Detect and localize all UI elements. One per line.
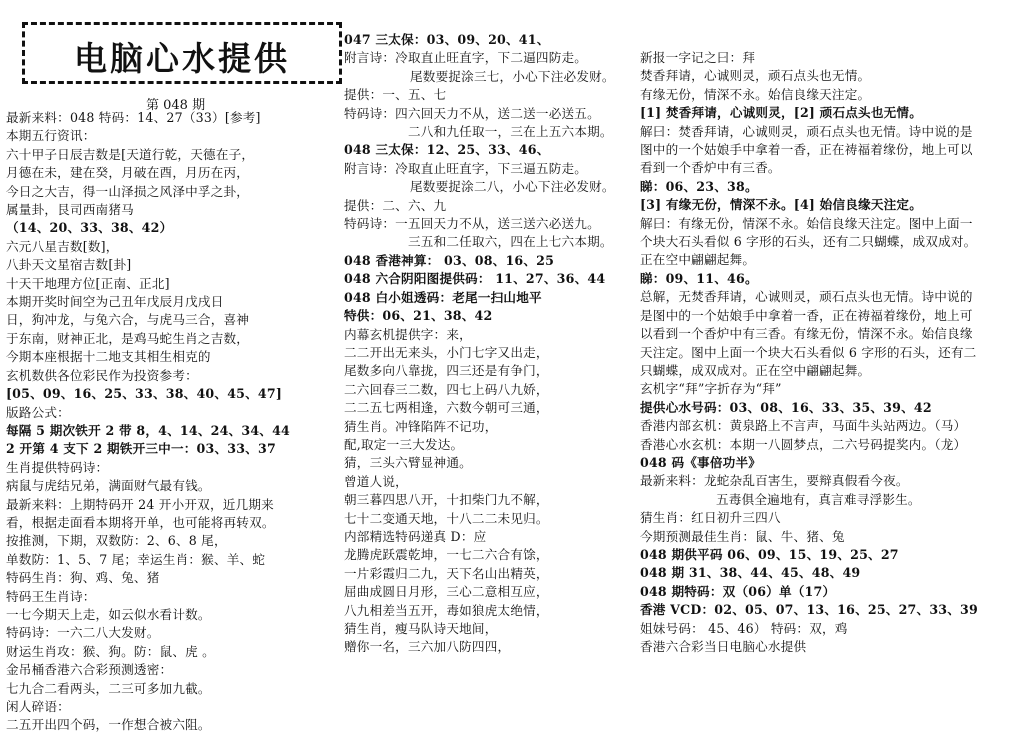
text-line: 048 六合阴阳图提供码： 11、27、36、44: [344, 271, 606, 287]
text-line: 提供：二、六、九: [344, 197, 447, 213]
text-line: 龙腾虎跃震乾坤，一七二六合有馀，: [344, 547, 549, 563]
text-line: 赠你一名，三六加八防四四，: [344, 639, 511, 655]
text-line: 尾数多向八靠拢，四三还是有争门，: [344, 363, 549, 379]
text-line: 六元八星吉数[数]，: [6, 238, 119, 254]
text-line: 属量卦，艮司西南猪马: [6, 202, 134, 218]
text-line: 本期五行资讯：: [6, 128, 96, 144]
text-line: 八九相差当五开，毒如狼虎太绝情，: [344, 602, 549, 618]
text-line: 新报一字记之曰：拜: [640, 50, 756, 65]
text-line: 二六回春三二数，四七上码八九娇，: [344, 381, 549, 397]
text-line: 二五开出四个码，一作想合被六阻。: [6, 717, 211, 733]
text-line: 一片彩霞归二九，天下名山出精英，: [344, 565, 549, 581]
title-box: [22, 22, 342, 84]
text-line: 尾数要捉涂二八，小心下注必发财。: [410, 179, 615, 195]
text-line: 焚香拜请，心诚则灵，顽石点头也无情。: [640, 68, 871, 84]
text-line: 姐妹号码： 45、46） 特码：双，鸡: [640, 620, 848, 636]
text-line: 香港内部玄机：黄泉路上不言声，马面牛头站两边。（马）: [640, 418, 967, 434]
issue-number: 第 048 期: [146, 98, 206, 113]
text-line: 特供：06、21、38、42: [344, 308, 493, 324]
text-line: 香港 VCD：02、05、07、13、16、25、27、33、39: [640, 602, 978, 618]
text-line: 金吊桶香港六合彩预测透密：: [6, 662, 173, 678]
text-line: 玄机数供各位彩民作为投资参考：: [6, 367, 198, 383]
text-line: 尾数要捉涂三七，小心下注必发财。: [410, 68, 615, 84]
text-line: 内部精选特码递真 D：应: [344, 528, 487, 544]
text-line: 八卦天文星宿吉数[卦]: [6, 257, 132, 273]
text-line: 闲人碎语：: [6, 699, 70, 714]
text-line: 天注定。图中上面一个块大石头看似 6 字形的石头，还有二: [640, 344, 977, 360]
text-line: 看，根据走面看本期将开单，也可能将再转双。: [6, 514, 275, 530]
text-line: 今期预测最佳生肖：鼠、牛、猪、兔: [640, 528, 845, 544]
text-line: 提供心水号码：03、08、16、33、35、39、42: [640, 399, 932, 415]
text-line: 048 三太保：12、25、33、46、: [344, 142, 550, 158]
text-line: 生肖提供特码诗：: [6, 459, 109, 475]
text-line: 附言诗：冷取直止旺直字，下三逼五防走。: [344, 160, 588, 176]
text-line: 按推测，下期，双数防：2、6、8 尾，: [6, 533, 227, 549]
text-line: [05、09、16、25、33、38、40、45、47]: [6, 386, 282, 402]
text-line: 猜，三头六臂显神通。: [344, 455, 472, 471]
text-line: 附言诗：冷取直止旺直字，下二逼四防走。: [344, 50, 588, 66]
text-line: 有缘无份，情深不永。始信良缘天注定。: [640, 86, 871, 102]
text-line: 五毒俱全遍地有，真言难寻浮影生。: [716, 491, 921, 507]
text-line: 一七今期天上走，如云似水看计数。: [6, 606, 211, 622]
page-title: 电脑心水提供: [74, 39, 290, 78]
text-line: 二二开出无来头，小门七字又出走，: [344, 344, 549, 360]
text-line: [1] 焚香拜请，心诚则灵，[2] 顽石点头也无情。: [640, 105, 923, 121]
text-line: 只蝴蝶，成双成对。正在空中翩翩起舞。: [640, 362, 871, 378]
column-middle: [344, 31, 637, 657]
text-line: 七九合二看两头，二三可多加九截。: [6, 680, 211, 696]
text-line: 以看到一个香炉中有三香。有缘无份，情深不永。始信良缘: [640, 326, 973, 342]
text-line: 048 白小姐透码：老尾一扫山地平: [344, 289, 542, 305]
text-line: 朝三暮四思八开，十扣柴门九不解，: [344, 492, 549, 508]
text-line: 048 码《事倍功半》: [640, 454, 762, 470]
text-line: 特码诗：一六二八大发财。: [6, 625, 160, 641]
text-line: 本期开奖时间空为己丑年戊辰月戊戌日: [6, 294, 224, 310]
text-line: 最新来料：上期特码开 24 开小开双，近几期来: [6, 496, 274, 512]
text-line: 最新来料：龙蛇杂乱百害生，要辩真假看今夜。: [640, 473, 909, 489]
text-line: 今期本座根据十二地支其相生相克的: [6, 349, 211, 365]
column-right: [640, 49, 1020, 656]
text-line: 048 期供平码 06、09、15、19、25、27: [640, 546, 899, 562]
text-line: 单数防：1、5、7 尾；幸运生肖：猴、羊、蛇: [6, 551, 266, 567]
text-line: 猜生肖：红日初升三四八: [640, 510, 781, 526]
text-line: 配,取定一三大发达。: [344, 436, 464, 452]
text-line: 玄机字“拜”字折存为“拜”: [640, 381, 782, 397]
text-line: 048 期特码：双（06）单（17）: [640, 583, 836, 599]
text-line: 解曰：焚香拜请，心诚则灵，顽石点头也无情。诗中说的是: [640, 123, 973, 139]
text-line: 香港心水玄机：本期一八圆梦点，二六号码提奖内。（龙）: [640, 436, 967, 452]
text-line: 今日之大吉，得一山泽损之风泽中孚之卦，: [6, 183, 250, 199]
text-line: 三五和二任取六，四在上七六本期。: [408, 234, 613, 250]
text-line: 屈曲成圆日月形，三心二意相互应，: [344, 584, 549, 600]
text-line: 特码王生肖诗：: [6, 588, 96, 604]
text-line: 猜生肖，瘦马队诗天地间，: [344, 621, 498, 636]
text-line: 十天干地理方位[正南、正北]: [6, 275, 170, 291]
text-line: 图中的一个姑娘手中拿着一香，正在祷福着缘份，地上可以: [640, 142, 973, 158]
text-line: 猜生肖。冲锋陷阵不记功，: [344, 418, 498, 434]
text-line: 特码生肖：狗、鸡、兔、猪: [6, 570, 160, 586]
text-line: 六十甲子日辰吉数是[天道行乾，天德在子，: [6, 146, 255, 162]
column-left: [6, 109, 334, 735]
text-line: 正在空中翩翩起舞。: [640, 252, 756, 268]
text-line: 最新来料：048 特码：14、27（33）[参考]: [6, 110, 261, 125]
text-line: 病鼠与虎结兄弟，满面财气最有钱。: [6, 478, 211, 494]
text-line: 特码诗：四六回天力不从，送二送一必送五。: [344, 105, 600, 121]
text-line: 个块大石头看似 6 字形的石头，还有二只蝴蝶，成双成对。: [640, 234, 977, 250]
text-line: 版路公式：: [6, 404, 70, 420]
text-line: 看到一个香炉中有三香。: [640, 160, 781, 176]
text-line: 睇：06、23、38。: [640, 178, 758, 194]
text-line: 曾道人说，: [344, 473, 408, 489]
text-line: 于东南，财神正北，是鸡马蛇生肖之吉数，: [6, 330, 250, 346]
text-line: 二八和九任取一，三在上五六本期。: [408, 124, 613, 140]
text-line: 048 香港神算： 03、08、16、25: [344, 252, 555, 268]
text-line: 2 开第 4 支下 2 期铁开三中一：03、33、37: [6, 441, 276, 457]
text-line: （14、20、33、38、42）: [6, 220, 173, 236]
text-line: 047 三太保：03、09、20、41、: [344, 32, 550, 47]
text-line: 七十二变通天地，十八二二未见归。: [344, 510, 549, 526]
text-line: 是图中的一个姑娘手中拿着一香，正在祷福着缘份，地上可: [640, 307, 973, 323]
text-line: 财运生肖攻：猴、狗。防：鼠、虎 。: [6, 643, 215, 659]
text-line: 睇：09、11、46。: [640, 270, 758, 286]
text-line: 解曰：有缘无份，情深不永。始信良缘天注定。图中上面一: [640, 215, 973, 231]
text-line: 月德在未，建在癸，月破在酉，月历在丙，: [6, 165, 250, 181]
text-line: 总解，无焚香拜请，心诚则灵，顽石点头也无情。诗中说的: [640, 289, 973, 305]
text-line: [3] 有缘无份，情深不永。[4] 始信良缘天注定。: [640, 197, 923, 213]
text-line: 特码诗：一五回天力不从，送三送六必送九。: [344, 216, 600, 232]
text-line: 二二五七两相逢，六数今朝可三通，: [344, 400, 549, 416]
text-line: 香港六合彩当日电脑心水提供: [640, 639, 807, 654]
text-line: 048 期 31、38、44、45、48、49: [640, 565, 861, 581]
text-line: 提供：一、五、七: [344, 87, 447, 103]
text-line: 内幕玄机提供字：来，: [344, 326, 472, 342]
text-line: 日，狗冲龙，与兔六合，与虎马三合，喜神: [6, 312, 250, 328]
text-line: 每隔 5 期次铁开 2 带 8，4、14、24、34、44: [6, 422, 291, 438]
